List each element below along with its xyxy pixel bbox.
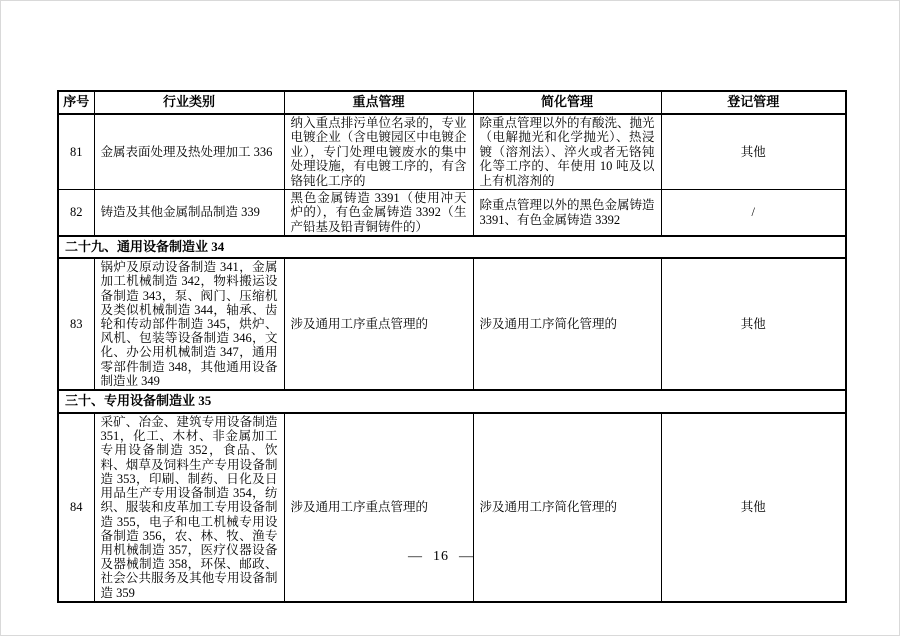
registration-management-cell: / [661, 190, 846, 237]
simplified-management-cell: 涉及通用工序简化管理的 [473, 258, 661, 390]
registration-management-cell: 其他 [661, 413, 846, 602]
column-header-registration-management: 登记管理 [661, 91, 846, 114]
serial-number: 81 [58, 114, 94, 190]
page-number-right-dash: — [459, 549, 474, 564]
column-header-serial: 序号 [58, 91, 94, 114]
table-row [58, 413, 846, 602]
table-row [58, 258, 846, 390]
table-header-row [58, 91, 846, 114]
registration-management-cell: 其他 [661, 258, 846, 390]
serial-number: 84 [58, 413, 94, 602]
industry-category: 锅炉及原动设备制造 341，金属加工机械制造 342，物料搬运设备制造 343，泵、阀门、压缩机及类似机械制造 344，轴承、齿轮和传动部件制造 345，烘炉、风机、包装等设备制造 346，文化、办公用机械制造 347，通用零部件制造 348，其他通用设备制造业 349 [94, 258, 284, 390]
section-header-row [58, 236, 846, 258]
key-management-cell: 黑色金属铸造 3391（使用冲天炉的），有色金属铸造 3392（生产铅基及铅青铜铸件的） [284, 190, 473, 237]
table-row [58, 114, 846, 190]
industry-category: 采矿、冶金、建筑专用设备制造 351，化工、木材、非金属加工专用设备制造 352，食品、饮料、烟草及饲料生产专用设备制造 353，印刷、制药、日化及日用品生产专用设备制造 354，纺织、服装和皮革加工专用设备制造 355，电子和电工机械专用设备制造 356，农、林、牧、渔专用机械制造 357，医疗仪器设备及器械制造 358，环保、邮政、社会公共服务及其他专用设备制造 359 [94, 413, 284, 602]
key-management-cell: 纳入重点排污单位名录的，专业电镀企业（含电镀园区中电镀企业），专门处理电镀废水的集中处理设施，有电镀工序的，有含铬钝化工序的 [284, 114, 473, 190]
page-number [58, 549, 824, 565]
column-header-key-management: 重点管理 [284, 91, 473, 114]
page-number-value: 16 [433, 549, 449, 564]
page-number-left-dash: — [408, 549, 423, 564]
industry-category: 铸造及其他金属制品制造 339 [94, 190, 284, 237]
table-row [58, 190, 846, 237]
section-header-row [58, 390, 846, 413]
column-header-simplified-management: 简化管理 [473, 91, 661, 114]
section-title: 三十、专用设备制造业 35 [58, 390, 846, 413]
simplified-management-cell: 涉及通用工序简化管理的 [473, 413, 661, 602]
serial-number: 82 [58, 190, 94, 237]
serial-number: 83 [58, 258, 94, 390]
column-header-industry: 行业类别 [94, 91, 284, 114]
key-management-cell: 涉及通用工序重点管理的 [284, 413, 473, 602]
key-management-cell: 涉及通用工序重点管理的 [284, 258, 473, 390]
registration-management-cell: 其他 [661, 114, 846, 190]
industry-category: 金属表面处理及热处理加工 336 [94, 114, 284, 190]
simplified-management-cell: 除重点管理以外的有酸洗、抛光（电解抛光和化学抛光）、热浸镀（溶剂法）、淬火或者无铬钝化等工序的、年使用 10 吨及以上有机溶剂的 [473, 114, 661, 190]
pollution-permit-category-table [57, 90, 847, 603]
section-title: 二十九、通用设备制造业 34 [58, 236, 846, 258]
simplified-management-cell: 除重点管理以外的黑色金属铸造 3391、有色金属铸造 3392 [473, 190, 661, 237]
